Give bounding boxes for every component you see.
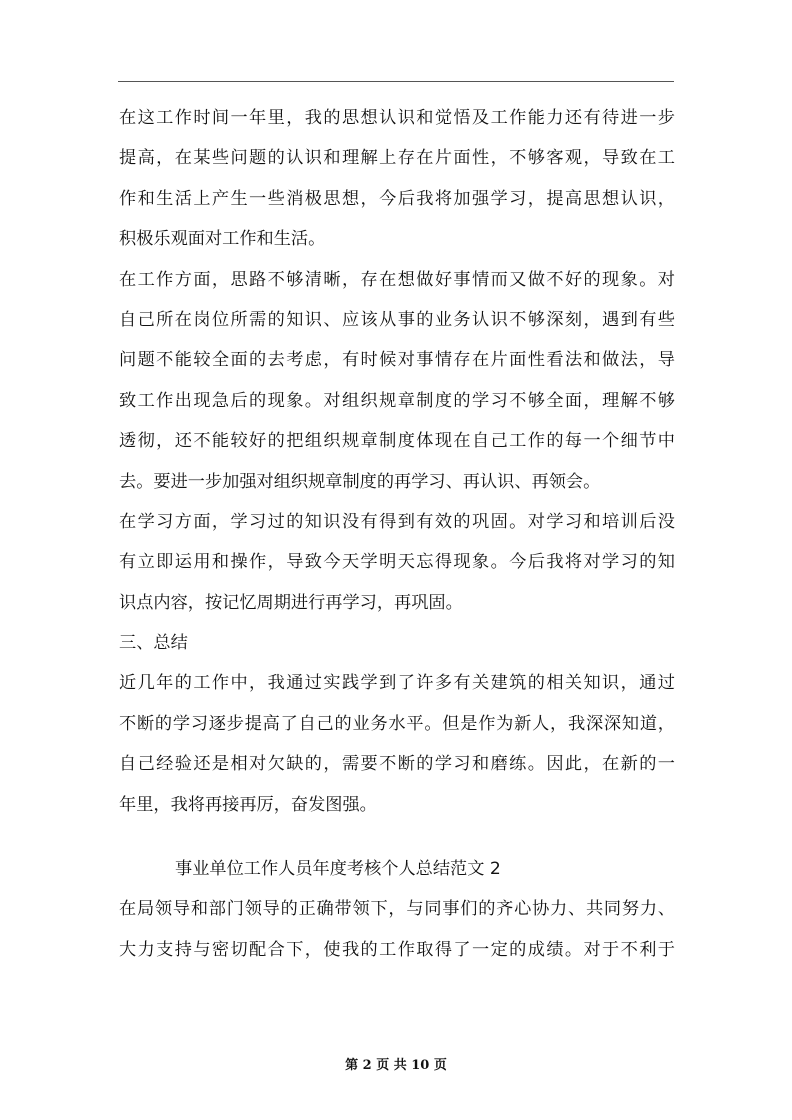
text-line: 大力支持与密切配合下，使我的工作取得了一定的成绩。对于不利于 bbox=[119, 939, 675, 960]
document-body bbox=[119, 98, 675, 970]
spacer bbox=[119, 825, 675, 849]
section-heading: 三、总结 bbox=[119, 633, 188, 654]
text-line: 有立即运用和操作，导致今天学明天忘得现象。今后我将对学习的知 bbox=[119, 552, 675, 573]
text-line: 自己经验还是相对欠缺的，需要不断的学习和磨练。因此，在新的一 bbox=[119, 754, 675, 775]
paragraph-study bbox=[119, 502, 675, 623]
text-line: 提高，在某些问题的认识和理解上存在片面性，不够客观，导致在工 bbox=[119, 148, 675, 169]
paragraph-thinking bbox=[119, 98, 675, 260]
paragraph-summary bbox=[119, 663, 675, 825]
text-line: 致工作出现急后的现象。对组织规章制度的学习不够全面，理解不够 bbox=[119, 390, 675, 411]
text-line: 积极乐观面对工作和生活。 bbox=[119, 229, 326, 250]
paragraph-intro bbox=[119, 889, 675, 970]
text-line: 在学习方面，学习过的知识没有得到有效的巩固。对学习和培训后没 bbox=[119, 511, 675, 532]
paragraph-work bbox=[119, 260, 675, 502]
text-line: 自己所在岗位所需的知识、应该从事的业务认识不够深刻，遇到有些 bbox=[119, 309, 675, 330]
text-line: 作和生活上产生一些消极思想，今后我将加强学习，提高思想认识， bbox=[119, 188, 675, 209]
text-line: 识点内容，按记忆周期进行再学习，再巩固。 bbox=[119, 592, 463, 613]
page-number-footer: 第 2 页 共 10 页 bbox=[345, 1058, 447, 1073]
header-rule bbox=[118, 81, 674, 82]
text-line: 在这工作时间一年里，我的思想认识和觉悟及工作能力还有待进一步 bbox=[119, 108, 675, 128]
text-line: 年里，我将再接再厉，奋发图强。 bbox=[119, 794, 377, 815]
text-line: 问题不能较全面的去考虑，有时候对事情存在片面性看法和做法，导 bbox=[119, 350, 675, 371]
text-line: 在工作方面，思路不够清晰，存在想做好事情而又做不好的现象。对 bbox=[119, 269, 675, 290]
text-line: 透彻，还不能较好的把组织规章制度体现在自己工作的每一个细节中 bbox=[119, 431, 675, 452]
text-line: 去。要进一步加强对组织规章制度的再学习、再认识、再领会。 bbox=[119, 471, 601, 492]
document-title: 事业单位工作人员年度考核个人总结范文 2 bbox=[175, 859, 501, 880]
text-line: 不断的学习逐步提高了自己的业务水平。但是作为新人，我深深知道， bbox=[119, 713, 675, 734]
text-line: 近几年的工作中，我通过实践学到了许多有关建筑的相关知识，通过 bbox=[119, 673, 675, 694]
text-line: 在局领导和部门领导的正确带领下，与同事们的齐心协力、共同努力、 bbox=[119, 899, 675, 920]
